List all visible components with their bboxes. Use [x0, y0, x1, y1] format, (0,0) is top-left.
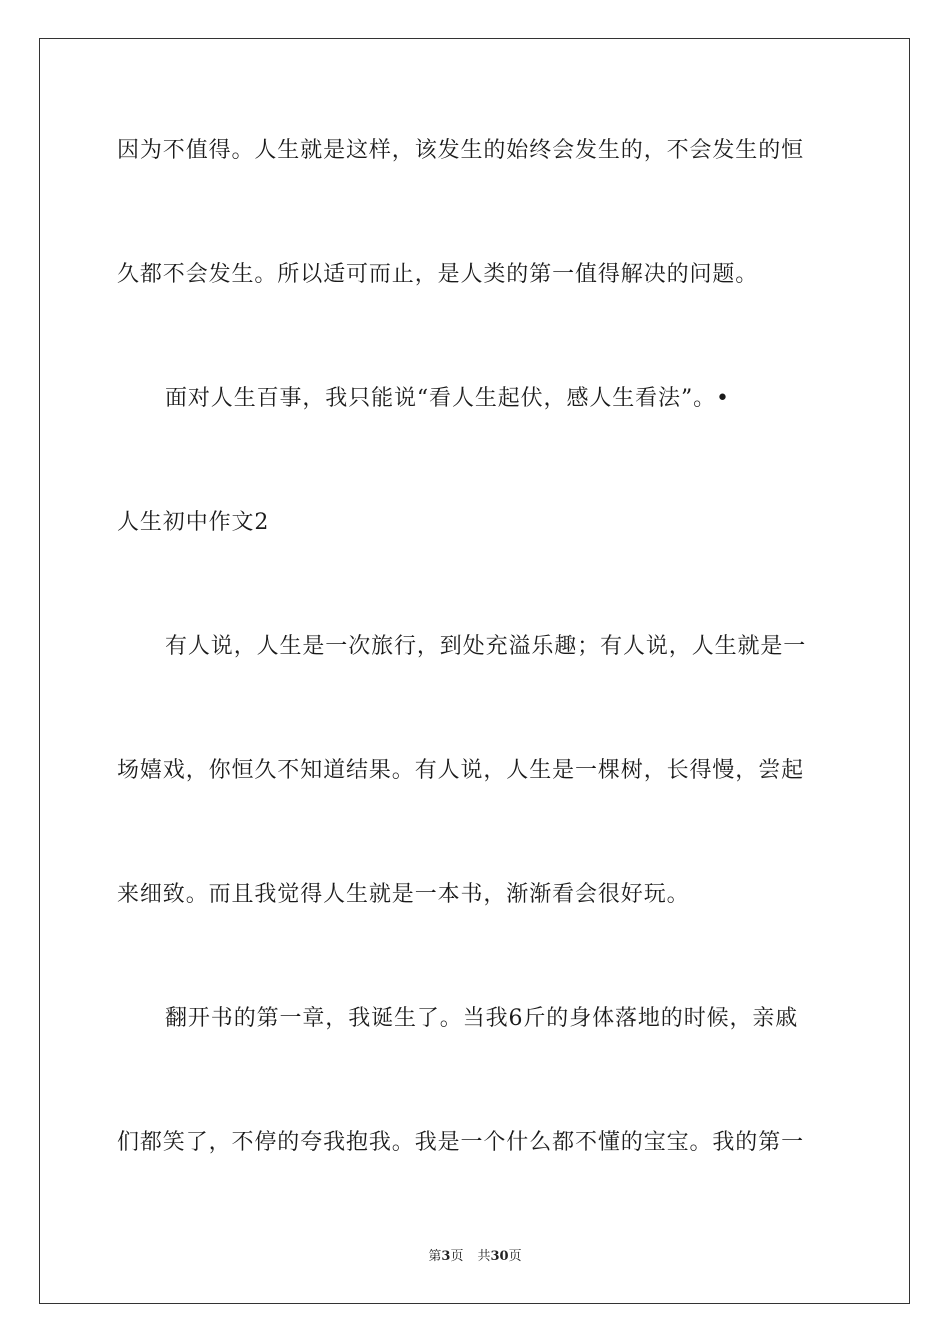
- total-suffix: 页: [508, 1249, 522, 1264]
- body-text-line: 来细致。而且我觉得人生就是一本书，渐渐看会很好玩。: [117, 882, 690, 907]
- body-text-line: 场嬉戏，你恒久不知道结果。有人说，人生是一棵树，长得慢，尝起: [117, 758, 805, 783]
- body-text-line: 久都不会发生。所以适可而止，是人类的第一值得解决的问题。: [117, 262, 759, 287]
- page-footer: [0, 1248, 950, 1266]
- body-text-line: 翻开书的第一章，我诞生了。当我6斤的身体落地的时候，亲戚: [165, 1006, 799, 1031]
- total-pages: 30: [490, 1249, 509, 1264]
- page-suffix: 页: [450, 1249, 464, 1264]
- body-text-line: 们都笑了，不停的夸我抱我。我是一个什么都不懂的宝宝。我的第一: [117, 1130, 805, 1155]
- page-border: [39, 38, 910, 1304]
- page-number: 3: [441, 1249, 451, 1264]
- page-prefix: 第: [428, 1249, 442, 1264]
- section-heading: 人生初中作文2: [117, 510, 270, 535]
- body-text-line: 面对人生百事，我只能说“看人生起伏，感人生看法”。•: [165, 386, 730, 411]
- body-text-line: 有人说，人生是一次旅行，到处充溢乐趣；有人说，人生就是一: [165, 634, 807, 659]
- body-text-line: 因为不值得。人生就是这样，该发生的始终会发生的，不会发生的恒: [117, 138, 805, 163]
- total-prefix: 共: [477, 1249, 491, 1264]
